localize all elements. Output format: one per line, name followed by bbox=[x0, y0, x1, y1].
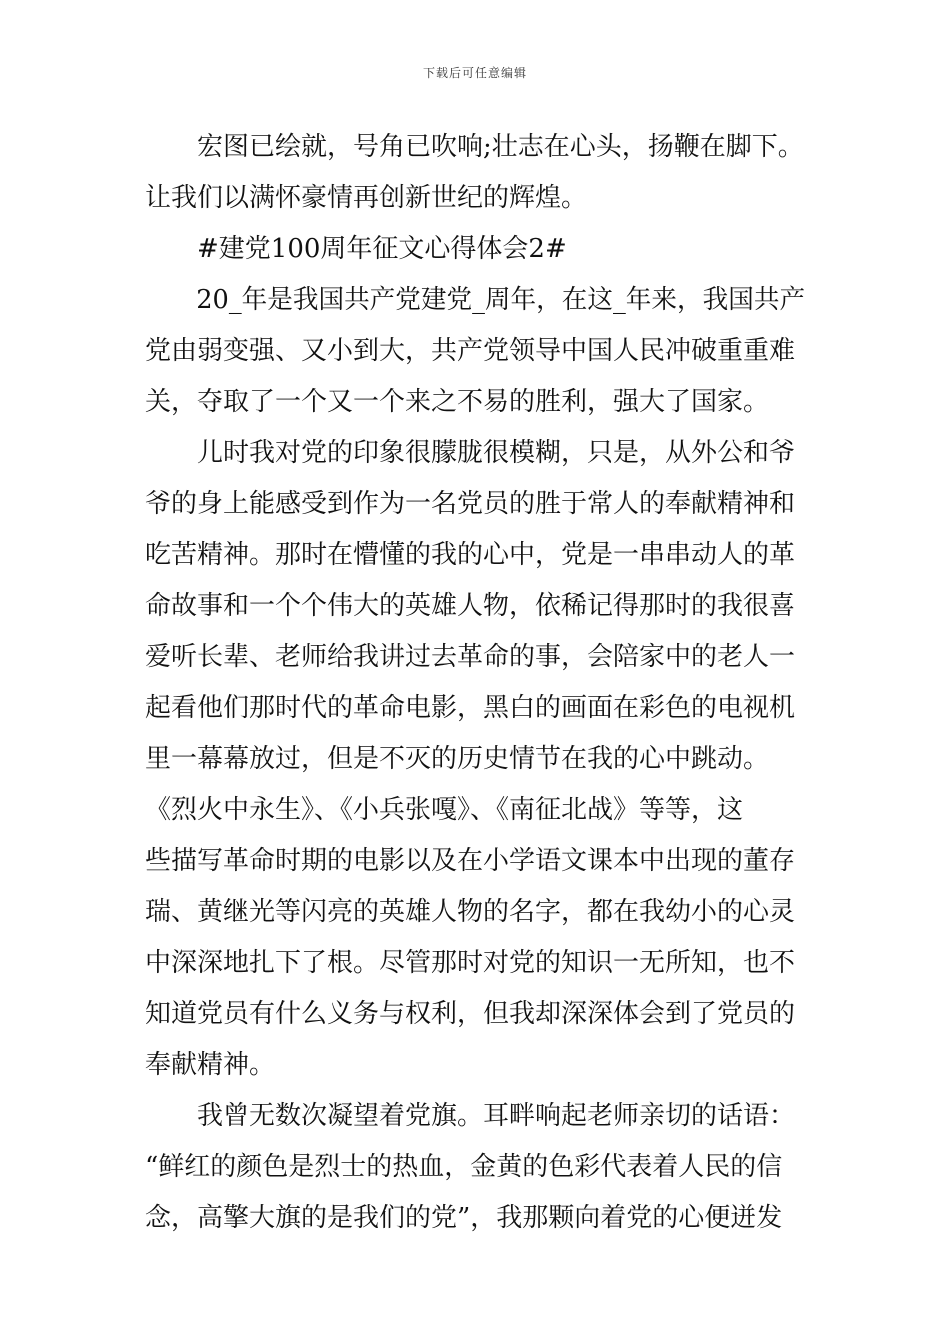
text-line: 《烈火中永生》、《小兵张嘎》、《南征北战》等等，这 bbox=[145, 795, 744, 825]
text-line: 吃苦精神。那时在懵懂的我的心中，党是一串串动人的革 bbox=[145, 540, 796, 570]
text-line: 20_年是我国共产党建党_周年，在这_年来，我国共产 bbox=[145, 285, 806, 315]
text-line: “鲜红的颜色是烈士的热血，金黄的色彩代表着人民的信 bbox=[145, 1152, 783, 1182]
text-line: 爱听长辈、老师给我讲过去革命的事，会陪家中的老人一 bbox=[145, 642, 796, 672]
text-line: 中深深地扎下了根。尽管那时对党的知识一无所知，也不 bbox=[145, 948, 796, 978]
section-heading: #建党100周年征文心得体会2# bbox=[145, 234, 567, 264]
page-header: 下载后可任意编辑 bbox=[422, 66, 527, 80]
text-line: 让我们以满怀豪情再创新世纪的辉煌。 bbox=[145, 183, 588, 213]
text-line: 起看他们那时代的革命电影，黑白的画面在彩色的电视机 bbox=[145, 693, 796, 723]
text-line: 奉献精神。 bbox=[145, 1050, 276, 1080]
text-line: 党由弱变强、又小到大，共产党领导中国人民冲破重重难 bbox=[145, 336, 796, 366]
text-line: 知道党员有什么义务与权利，但我却深深体会到了党员的 bbox=[145, 999, 796, 1029]
text-line: 儿时我对党的印象很朦胧很模糊，只是，从外公和爷 bbox=[145, 438, 796, 468]
text-line: 念，高擎大旗的是我们的党”，我那颗向着党的心便迸发 bbox=[145, 1203, 783, 1233]
text-line: 瑞、黄继光等闪亮的英雄人物的名字，都在我幼小的心灵 bbox=[145, 897, 796, 927]
text-line: 宏图已绘就，号角已吹响;壮志在心头，扬鞭在脚下。 bbox=[145, 132, 804, 162]
text-line: 里一幕幕放过，但是不灭的历史情节在我的心中跳动。 bbox=[145, 744, 770, 774]
text-line: 关，夺取了一个又一个来之不易的胜利，强大了国家。 bbox=[145, 387, 770, 417]
text-line: 命故事和一个个伟大的英雄人物，依稀记得那时的我很喜 bbox=[145, 591, 796, 621]
text-line: 爷的身上能感受到作为一名党员的胜于常人的奉献精神和 bbox=[145, 489, 796, 519]
text-line: 些描写革命时期的电影以及在小学语文课本中出现的董存 bbox=[145, 846, 796, 876]
text-line: 我曾无数次凝望着党旗。耳畔响起老师亲切的话语： bbox=[145, 1101, 796, 1131]
